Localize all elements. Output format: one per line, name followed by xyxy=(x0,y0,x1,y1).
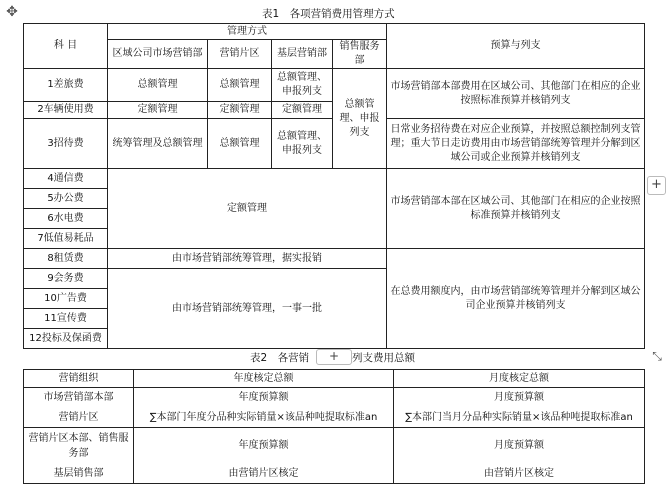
cell: 总额管理、申报列支 xyxy=(272,119,333,169)
table2-caption-left: 表2 各营销 xyxy=(250,352,310,364)
subject-promo: 11宣传费 xyxy=(24,309,108,329)
monthly-cell: 月度预算额 xyxy=(394,388,645,408)
subject-office: 5办公费 xyxy=(24,189,108,209)
subject-lowvalue: 7低值易耗品 xyxy=(24,229,108,249)
cell: 总额管理 xyxy=(208,69,272,102)
cell: 统筹管理及总额管理 xyxy=(108,119,208,169)
header-base: 基层营销部 xyxy=(272,40,333,69)
cell-group3-mgmt: 由市场营销部统筹管理，一事一批 xyxy=(108,269,387,349)
header-budget: 预算与列支 xyxy=(387,24,645,69)
subject-bid: 12投标及保函费 xyxy=(24,329,108,349)
monthly-cell: ∑本部门当月分品种实际销量×该品种吨提取标准an xyxy=(394,408,645,428)
cell: 定额管理 xyxy=(272,102,333,119)
subject-ads: 10广告费 xyxy=(24,289,108,309)
annual-cell: 年度预算额 xyxy=(134,388,394,408)
subject-meeting: 9会务费 xyxy=(24,269,108,289)
add-column-button[interactable]: + xyxy=(647,176,666,195)
table1 xyxy=(23,23,645,349)
org-cell: 营销片区本部、销售服务部 xyxy=(24,428,134,464)
subject-travel: 1差旅费 xyxy=(24,69,108,102)
cell: 总额管理 xyxy=(208,119,272,169)
cell-budget-r3: 日常业务招待费在对应企业预算，并按照总额控制列支管理；重大节日走访费用由市场营销部统筹管理并分解到区域公司或企业预算并核销列支 xyxy=(387,119,645,169)
add-row-button[interactable]: + xyxy=(316,349,352,365)
org-cell: 市场营销部本部 xyxy=(24,388,134,408)
cell: 总额管理 xyxy=(108,69,208,102)
table-move-handle-icon[interactable]: ✥ xyxy=(6,4,18,20)
cell-rent-mgmt: 由市场营销部统筹管理，据实报销 xyxy=(108,249,387,269)
header-regional: 区域公司市场营销部 xyxy=(108,40,208,69)
cell-quota-merged: 定额管理 xyxy=(108,169,387,249)
monthly-cell: 由营销片区核定 xyxy=(394,464,645,484)
cell-service-merged: 总额管理、申报列支 xyxy=(333,69,387,169)
cell-budget-r12: 市场营销部本部费用在区域公司、其他部门在相应的企业按照标准预算并核销列支 xyxy=(387,69,645,119)
table1-caption: 表1 各项营销费用管理方式 xyxy=(262,8,395,20)
annual-cell: ∑本部门年度分品种实际销量×该品种吨提取标准an xyxy=(134,408,394,428)
header-annual: 年度核定总额 xyxy=(134,370,394,388)
table2 xyxy=(23,369,645,484)
header-org: 营销组织 xyxy=(24,370,134,388)
resize-icon[interactable]: ⤡ xyxy=(652,349,662,363)
cell: 总额管理、申报列支 xyxy=(272,69,333,102)
cell: 定额管理 xyxy=(208,102,272,119)
subject-comm: 4通信费 xyxy=(24,169,108,189)
subject-utility: 6水电费 xyxy=(24,209,108,229)
header-area: 营销片区 xyxy=(208,40,272,69)
subject-vehicle: 2车辆使用费 xyxy=(24,102,108,119)
header-service: 销售服务部 xyxy=(333,40,387,69)
monthly-cell: 月度预算额 xyxy=(394,428,645,464)
cell-budget-group2: 市场营销部本部在区域公司、其他部门在相应的企业按照标准预算并核销列支 xyxy=(387,169,645,249)
header-monthly: 月度核定总额 xyxy=(394,370,645,388)
header-subject: 科 目 xyxy=(24,24,108,69)
header-mgmt: 管理方式 xyxy=(108,24,387,40)
annual-cell: 由营销片区核定 xyxy=(134,464,394,484)
cell: 定额管理 xyxy=(108,102,208,119)
subject-rent: 8租赁费 xyxy=(24,249,108,269)
org-cell: 营销片区 xyxy=(24,408,134,428)
subject-entertain: 3招待费 xyxy=(24,119,108,169)
cell-budget-r8-12: 在总费用额度内，由市场营销部统筹管理并分解到区域公司企业预算并核销列支 xyxy=(387,249,645,349)
table2-caption-right: 列支费用总额 xyxy=(352,352,415,364)
org-cell: 基层销售部 xyxy=(24,464,134,484)
annual-cell: 年度预算额 xyxy=(134,428,394,464)
